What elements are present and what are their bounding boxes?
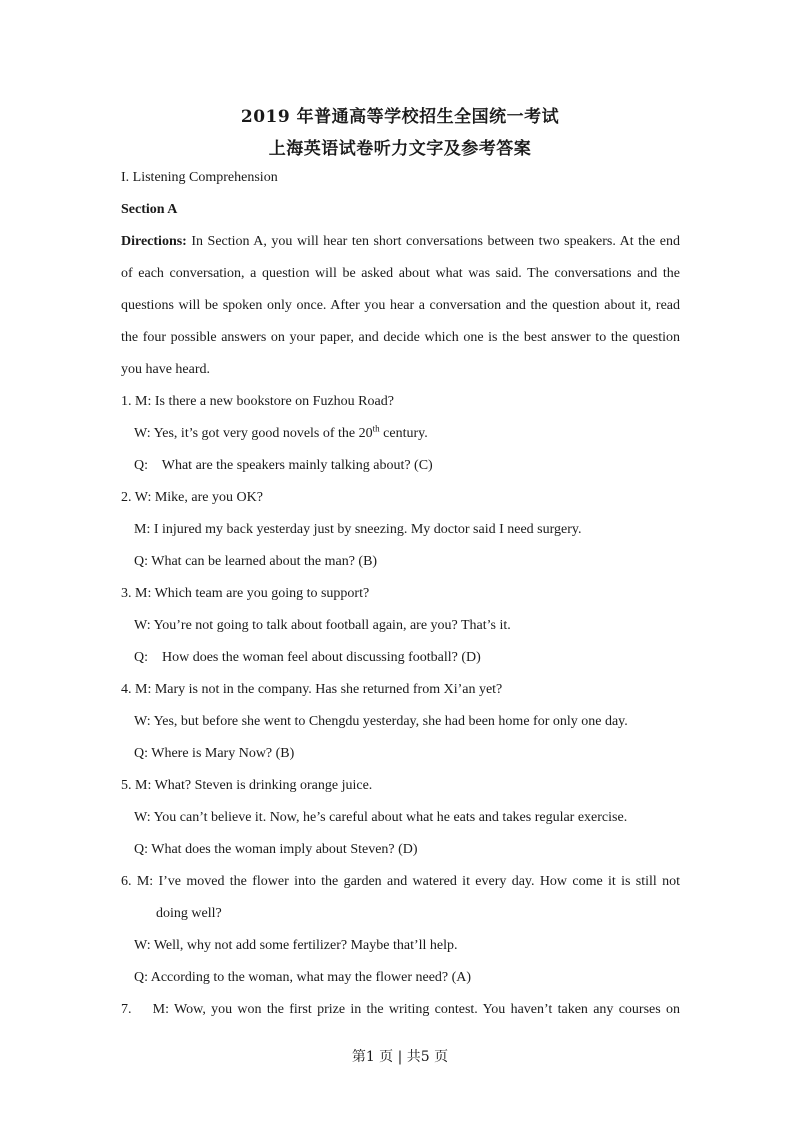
q6-woman-line: W: Well, why not add some fertilizer? Maybe that’ll help. (134, 938, 458, 953)
directions-line-3 (121, 296, 680, 316)
q1-man-line: 1. M: Is there a new bookstore on Fuzhou Road? (121, 394, 394, 409)
q5-man-line: 5. M: What? Steven is drinking orange juice. (121, 778, 373, 793)
directions-line-4 (121, 328, 680, 348)
q6-man-line-1 (121, 872, 680, 892)
q2-man-line: M: I injured my back yesterday just by sneezing. My doctor said I need surgery. (134, 522, 582, 537)
q6-man-text-1: 6. M: I’ve moved the flower into the garden and watered it every day. How come it is still not (121, 874, 680, 889)
q2-question: Q: What can be learned about the man? (B) (134, 554, 378, 569)
q3-woman-line: W: You’re not going to talk about football again, are you? That’s it. (134, 618, 511, 633)
q3-question: Q: How does the woman feel about discussing football? (D) (134, 650, 481, 665)
directions-text-3: questions will be spoken only once. After you hear a conversation and the question about it, read (121, 298, 680, 313)
q1-woman-pre: W: Yes, it’s got very good novels of the 20 (134, 426, 373, 441)
directions-line-5: you have heard. (121, 362, 211, 377)
part-heading: I. Listening Comprehension (121, 170, 278, 185)
q5-woman-line: W: You can’t believe it. Now, he’s careful about what he eats and takes regular exercise. (134, 810, 628, 825)
directions-label: Directions: (121, 234, 187, 249)
directions-line-1 (121, 232, 680, 252)
q6-man-line-2: doing well? (156, 906, 222, 921)
directions-text-4: the four possible answers on your paper, and decide which one is the best answer to the question (121, 330, 680, 345)
q3-man-line: 3. M: Which team are you going to support? (121, 586, 370, 601)
directions-text-2: of each conversation, a question will be asked about what was said. The conversations and the (121, 266, 680, 281)
q1-question: Q: What are the speakers mainly talking about? (C) (134, 458, 433, 473)
q6-question: Q: According to the woman, what may the flower need? (A) (134, 970, 472, 985)
directions-text-1: In Section A, you will hear ten short conversations between two speakers. At the end (186, 234, 680, 249)
q1-woman-line (134, 424, 428, 444)
document-title: 2019 年普通高等学校招生全国统一考试 (240, 107, 560, 127)
page-footer: 第1 页 | 共5 页 (351, 1049, 449, 1065)
q2-woman-line: 2. W: Mike, are you OK? (121, 490, 263, 505)
directions-line-2 (121, 264, 680, 284)
q7-man-line-1 (121, 1000, 680, 1020)
q4-woman-line: W: Yes, but before she went to Chengdu yesterday, she had been home for only one day. (134, 714, 628, 729)
document-subtitle: 上海英语试卷听力文字及参考答案 (268, 139, 532, 159)
q7-man-text-1: 7. M: Wow, you won the first prize in the writing contest. You haven’t taken any courses on (121, 1002, 680, 1017)
q1-woman-sup: th (372, 423, 380, 434)
q1-woman-post: century. (379, 426, 428, 441)
q5-question: Q: What does the woman imply about Steven? (D) (134, 842, 418, 857)
q4-question: Q: Where is Mary Now? (B) (134, 746, 295, 761)
section-heading (121, 200, 177, 220)
section-heading-text: Section A (121, 202, 178, 217)
q4-man-line: 4. M: Mary is not in the company. Has she returned from Xi’an yet? (121, 682, 503, 697)
